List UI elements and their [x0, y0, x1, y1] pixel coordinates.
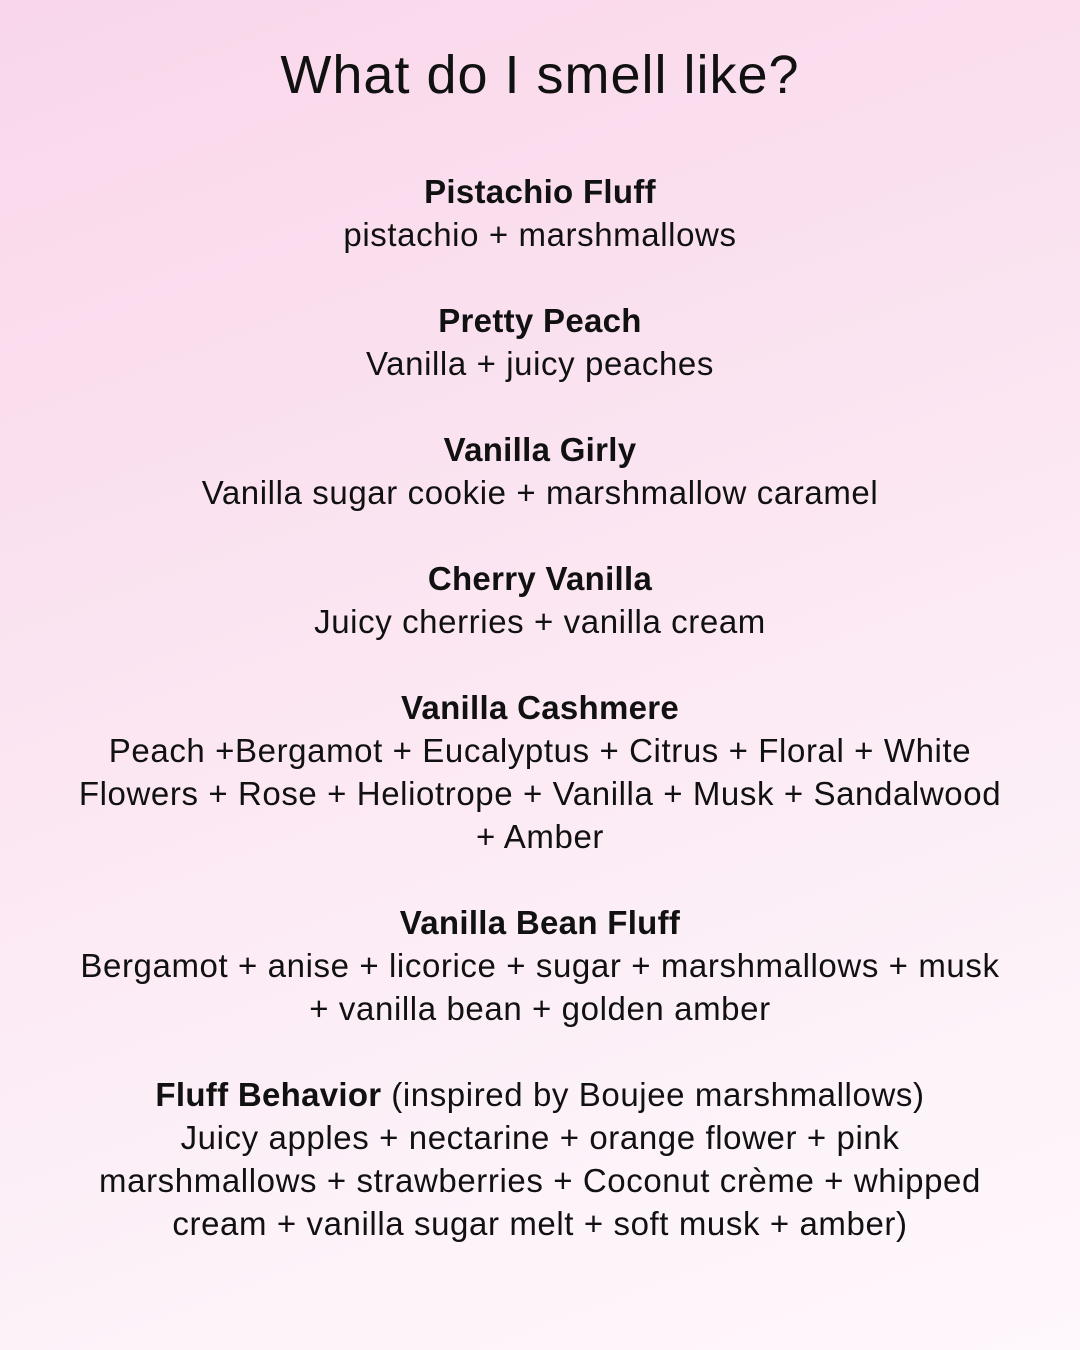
scent-name: Fluff Behavior — [155, 1076, 382, 1113]
scent-notes-line: + Amber — [475, 818, 604, 855]
scent-item — [0, 428, 1080, 514]
scent-heading — [0, 557, 1080, 600]
scent-heading — [0, 901, 1080, 944]
scent-notes-line: cream + vanilla sugar melt + soft musk + amber) — [172, 1205, 908, 1242]
scent-notes-line: Vanilla sugar cookie + marshmallow caramel — [201, 474, 879, 511]
scent-name: Pretty Peach — [438, 302, 642, 339]
scent-heading — [0, 686, 1080, 729]
scent-heading — [0, 1073, 1080, 1116]
scent-notes-line: + vanilla bean + golden amber — [309, 990, 771, 1027]
scent-name: Cherry Vanilla — [427, 560, 653, 597]
scent-heading — [0, 170, 1080, 213]
scent-name: Vanilla Cashmere — [400, 689, 680, 726]
scent-notes-line: pistachio + marshmallows — [343, 216, 737, 253]
scent-notes-line: Peach +Bergamot + Eucalyptus + Citrus + Floral + White — [108, 732, 972, 769]
scent-item — [0, 170, 1080, 256]
scent-notes-line: marshmallows + strawberries + Coconut crème + whipped — [99, 1162, 981, 1199]
scent-item — [0, 299, 1080, 385]
scent-item — [0, 557, 1080, 643]
scent-note: (inspired by Boujee marshmallows) — [381, 1076, 925, 1113]
scent-name: Vanilla Bean Fluff — [399, 904, 681, 941]
scent-notes-line: Flowers + Rose + Heliotrope + Vanilla + Musk + Sandalwood — [78, 775, 1002, 812]
scent-heading — [0, 299, 1080, 342]
scent-item — [0, 686, 1080, 858]
scent-item — [0, 1073, 1080, 1245]
scent-name: Pistachio Fluff — [424, 173, 656, 210]
page-title: What do I smell like? — [280, 45, 800, 105]
scent-notes-line: Bergamot + anise + licorice + sugar + marshmallows + musk — [80, 947, 1000, 984]
scent-notes-line: Juicy cherries + vanilla cream — [314, 603, 766, 640]
scent-item — [0, 901, 1080, 1030]
scent-list — [0, 170, 1080, 1288]
scent-heading — [0, 428, 1080, 471]
scent-notes-line: Juicy apples + nectarine + orange flower + pink — [180, 1119, 900, 1156]
scent-notes-line: Vanilla + juicy peaches — [366, 345, 714, 382]
scent-name: Vanilla Girly — [443, 431, 637, 468]
